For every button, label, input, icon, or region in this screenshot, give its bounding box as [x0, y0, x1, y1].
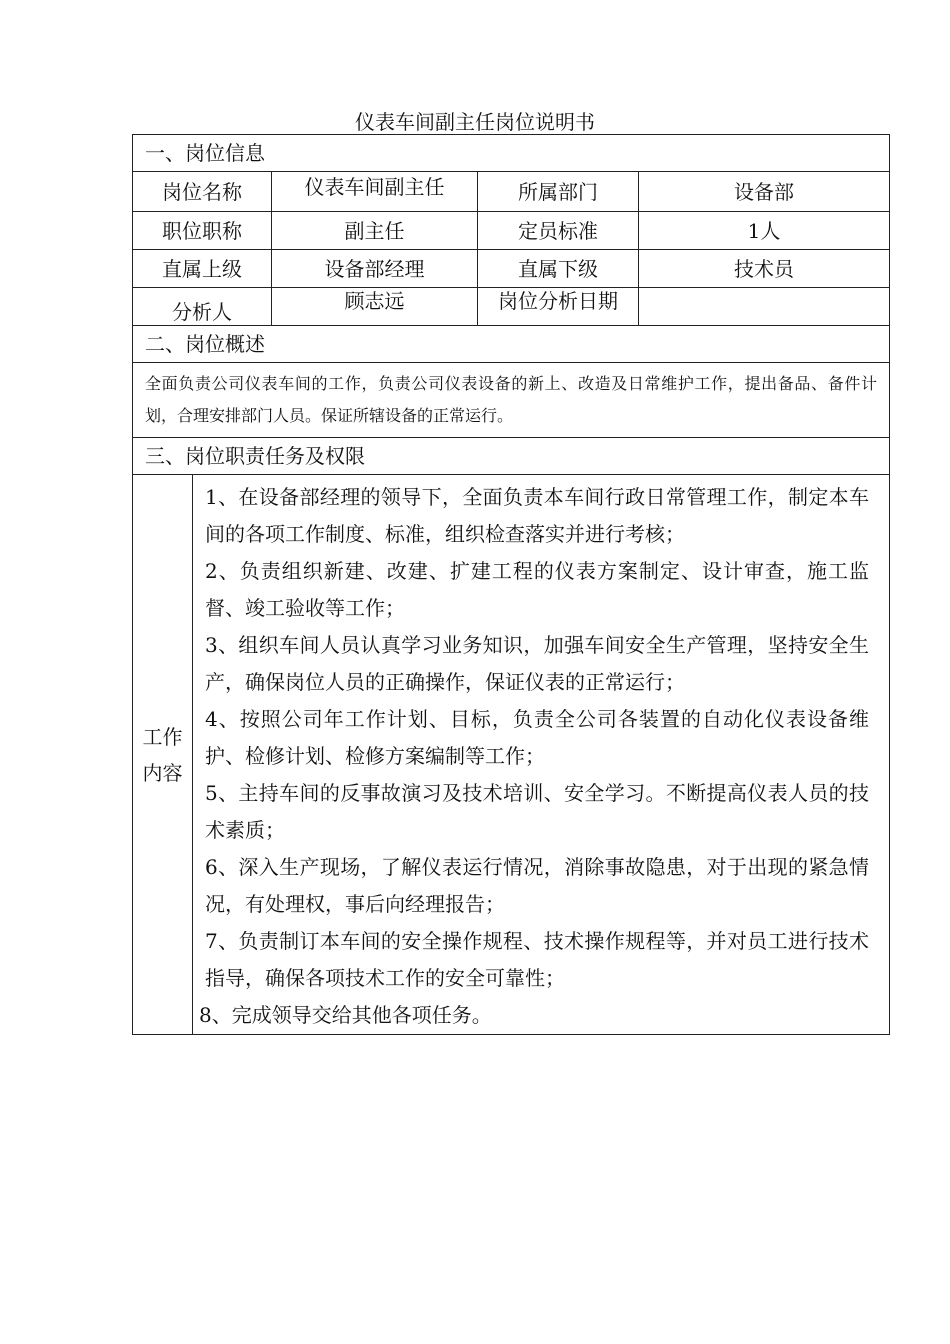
page-title: 仪表车间副主任岗位说明书	[355, 110, 595, 134]
duty-item: 3、组织车间人员认真学习业务知识，加强车间安全生产管理，坚持安全生产，确保岗位人员的正确操作，保证仪表的正常运行；	[205, 633, 870, 694]
info-label: 分析人	[133, 288, 272, 326]
duty-item: 8、完成领导交给其他各项任务。	[199, 1003, 492, 1027]
info-label: 定员标准	[478, 212, 639, 250]
job-description-table	[132, 134, 890, 1035]
info-value: 顾志远	[272, 288, 478, 326]
info-value: 设备部	[639, 172, 890, 212]
info-row	[133, 212, 890, 250]
section-heading-duties: 三、岗位职责任务及权限	[133, 438, 890, 475]
info-value: 仪表车间副主任	[272, 172, 478, 212]
duties-side-label	[133, 475, 193, 1035]
info-value: 1人	[639, 212, 890, 250]
section-row-duties	[133, 438, 890, 475]
info-label: 所属部门	[478, 172, 639, 212]
summary-row	[133, 363, 890, 438]
info-label: 直属上级	[133, 250, 272, 288]
duties-list	[193, 475, 890, 1035]
info-label: 岗位分析日期	[478, 288, 639, 326]
info-row	[133, 288, 890, 326]
info-value	[639, 288, 890, 326]
info-label: 直属下级	[478, 250, 639, 288]
section-row-summary	[133, 326, 890, 363]
duty-item: 6、深入生产现场，了解仪表运行情况，消除事故隐患，对于出现的紧急情况，有处理权，事后向经理报告；	[205, 855, 870, 916]
section-heading-info: 一、岗位信息	[133, 135, 890, 172]
info-value: 副主任	[272, 212, 478, 250]
duties-row	[133, 475, 890, 1035]
info-row	[133, 250, 890, 288]
summary-text: 全面负责公司仪表车间的工作，负责公司仪表设备的新上、改造及日常维护工作，提出备品、备件计划，合理安排部门人员。保证所辖设备的正常运行。	[133, 363, 890, 438]
duty-item: 7、负责制订本车间的安全操作规程、技术操作规程等，并对员工进行技术指导，确保各项技术工作的安全可靠性；	[205, 929, 870, 990]
info-row	[133, 172, 890, 212]
info-value: 技术员	[639, 250, 890, 288]
info-label: 职位职称	[133, 212, 272, 250]
duty-item: 2、负责组织新建、改建、扩建工程的仪表方案制定、设计审查，施工监督、竣工验收等工作；	[205, 559, 870, 620]
info-label: 岗位名称	[133, 172, 272, 212]
duty-item: 1、在设备部经理的领导下，全面负责本车间行政日常管理工作，制定本车间的各项工作制度、标准，组织检查落实并进行考核；	[205, 485, 870, 546]
duty-item: 5、主持车间的反事故演习及技术培训、安全学习。不断提高仪表人员的技术素质；	[205, 781, 870, 842]
info-value: 设备部经理	[272, 250, 478, 288]
section-row-info	[133, 135, 890, 172]
duty-item: 4、按照公司年工作计划、目标，负责全公司各装置的自动化仪表设备维护、检修计划、检修方案编制等工作；	[205, 707, 870, 768]
section-heading-summary: 二、岗位概述	[133, 326, 890, 363]
side-label-line: 工作	[142, 724, 183, 749]
side-label-line: 内容	[142, 760, 183, 785]
